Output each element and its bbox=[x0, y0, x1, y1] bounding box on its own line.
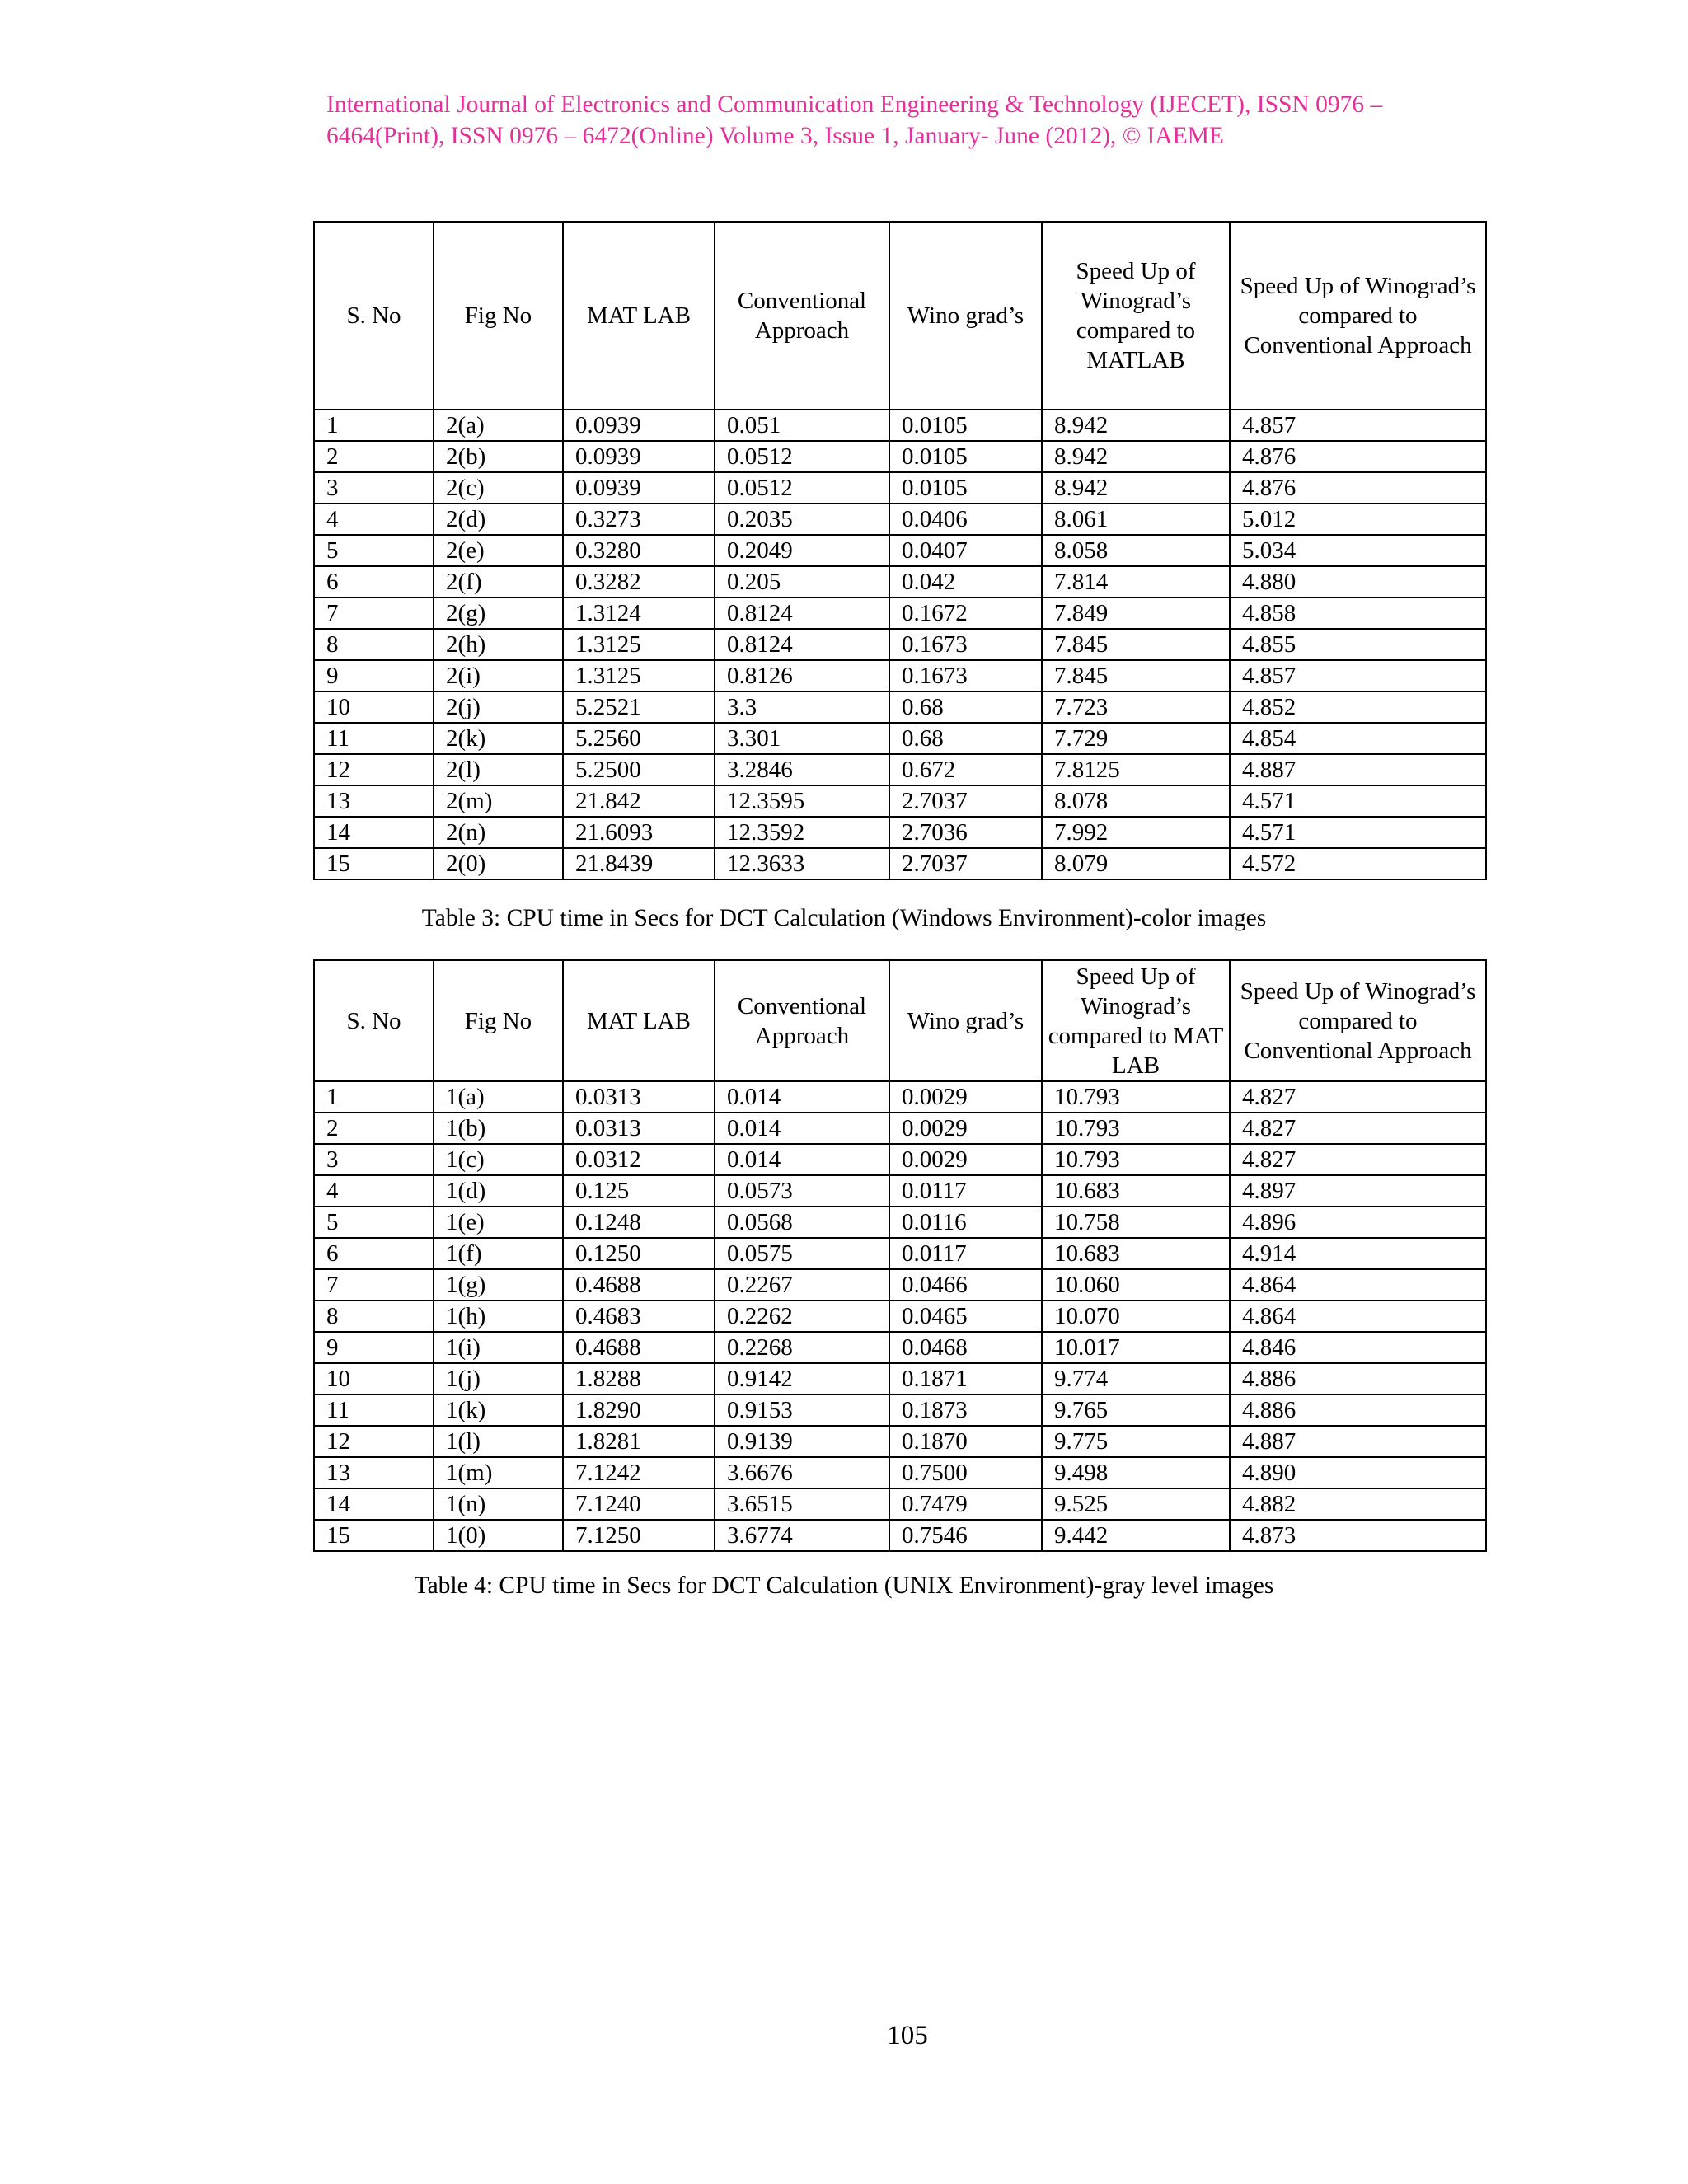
table-cell: 0.0313 bbox=[563, 1081, 715, 1113]
table-cell: 3.6515 bbox=[715, 1488, 889, 1520]
table-cell: 1(0) bbox=[434, 1520, 563, 1551]
table-cell: 0.0029 bbox=[889, 1144, 1042, 1175]
table-cell: 21.842 bbox=[563, 785, 715, 817]
table-3-header-speedup-matlab: Speed Up of Winograd’s compared to MATLAB bbox=[1042, 222, 1230, 410]
table-cell: 4.887 bbox=[1230, 754, 1486, 785]
table-4-header-row bbox=[314, 960, 1486, 1081]
table-cell: 4.880 bbox=[1230, 566, 1486, 598]
table-row bbox=[314, 441, 1486, 472]
table-cell: 0.0512 bbox=[715, 441, 889, 472]
table-cell: 4.914 bbox=[1230, 1238, 1486, 1269]
table-cell: 0.8126 bbox=[715, 660, 889, 691]
table-cell: 8.942 bbox=[1042, 441, 1230, 472]
table-cell: 10.793 bbox=[1042, 1081, 1230, 1113]
table-cell: 0.0568 bbox=[715, 1207, 889, 1238]
table-cell: 6 bbox=[314, 566, 434, 598]
table-cell: 4.827 bbox=[1230, 1113, 1486, 1144]
table-4-header-matlab: MAT LAB bbox=[563, 960, 715, 1081]
table-cell: 4.897 bbox=[1230, 1175, 1486, 1207]
table-cell: 0.0313 bbox=[563, 1113, 715, 1144]
table-cell: 4.571 bbox=[1230, 817, 1486, 848]
table-cell: 2 bbox=[314, 441, 434, 472]
table-cell: 9.442 bbox=[1042, 1520, 1230, 1551]
table-cell: 1(j) bbox=[434, 1363, 563, 1394]
table-row bbox=[314, 1175, 1486, 1207]
table-cell: 2(b) bbox=[434, 441, 563, 472]
table-cell: 0.3280 bbox=[563, 535, 715, 566]
table-cell: 4.876 bbox=[1230, 472, 1486, 504]
table-cell: 0.0468 bbox=[889, 1332, 1042, 1363]
table-cell: 4.882 bbox=[1230, 1488, 1486, 1520]
table-cell: 11 bbox=[314, 723, 434, 754]
table-cell: 9.774 bbox=[1042, 1363, 1230, 1394]
table-row bbox=[314, 1269, 1486, 1301]
table-cell: 0.051 bbox=[715, 410, 889, 441]
table-cell: 10 bbox=[314, 1363, 434, 1394]
table-cell: 0.7479 bbox=[889, 1488, 1042, 1520]
table-cell: 7 bbox=[314, 598, 434, 629]
table-cell: 0.9153 bbox=[715, 1394, 889, 1426]
table-cell: 0.9142 bbox=[715, 1363, 889, 1394]
table-cell: 4.852 bbox=[1230, 691, 1486, 723]
table-cell: 3 bbox=[314, 472, 434, 504]
table-cell: 0.0116 bbox=[889, 1207, 1042, 1238]
table-row bbox=[314, 1301, 1486, 1332]
table-cell: 8.061 bbox=[1042, 504, 1230, 535]
table-cell: 4.572 bbox=[1230, 848, 1486, 879]
table-cell: 12 bbox=[314, 754, 434, 785]
table-cell: 1.3124 bbox=[563, 598, 715, 629]
table-cell: 13 bbox=[314, 1457, 434, 1488]
table-cell: 2(m) bbox=[434, 785, 563, 817]
journal-header bbox=[326, 89, 1497, 152]
table-cell: 21.6093 bbox=[563, 817, 715, 848]
table-row bbox=[314, 1426, 1486, 1457]
table-cell: 6 bbox=[314, 1238, 434, 1269]
table-cell: 7.992 bbox=[1042, 817, 1230, 848]
table-cell: 0.1873 bbox=[889, 1394, 1042, 1426]
table-row bbox=[314, 660, 1486, 691]
table-cell: 7.845 bbox=[1042, 629, 1230, 660]
table-cell: 1 bbox=[314, 1081, 434, 1113]
table-cell: 21.8439 bbox=[563, 848, 715, 879]
table-row bbox=[314, 1394, 1486, 1426]
table-row bbox=[314, 566, 1486, 598]
table-cell: 7.8125 bbox=[1042, 754, 1230, 785]
table-cell: 0.0029 bbox=[889, 1113, 1042, 1144]
table-row bbox=[314, 598, 1486, 629]
table-cell: 3 bbox=[314, 1144, 434, 1175]
table-cell: 4.827 bbox=[1230, 1144, 1486, 1175]
table-cell: 0.0939 bbox=[563, 410, 715, 441]
table-cell: 0.042 bbox=[889, 566, 1042, 598]
table-row bbox=[314, 504, 1486, 535]
table-cell: 10.793 bbox=[1042, 1113, 1230, 1144]
table-cell: 0.0117 bbox=[889, 1175, 1042, 1207]
table-4-body bbox=[314, 1081, 1486, 1551]
table-cell: 1.3125 bbox=[563, 660, 715, 691]
table-cell: 5.012 bbox=[1230, 504, 1486, 535]
table-cell: 0.1248 bbox=[563, 1207, 715, 1238]
table-cell: 0.0105 bbox=[889, 472, 1042, 504]
table-cell: 8 bbox=[314, 629, 434, 660]
table-cell: 0.9139 bbox=[715, 1426, 889, 1457]
table-cell: 0.4683 bbox=[563, 1301, 715, 1332]
table-cell: 9.765 bbox=[1042, 1394, 1230, 1426]
table-3-header-speedup-conventional: Speed Up of Winograd’s compared to Conventional Approach bbox=[1230, 222, 1486, 410]
table-cell: 1(c) bbox=[434, 1144, 563, 1175]
table-cell: 2(i) bbox=[434, 660, 563, 691]
table-cell: 2(f) bbox=[434, 566, 563, 598]
table-cell: 12.3633 bbox=[715, 848, 889, 879]
table-3-header-matlab: MAT LAB bbox=[563, 222, 715, 410]
table-cell: 1.3125 bbox=[563, 629, 715, 660]
table-cell: 1.8288 bbox=[563, 1363, 715, 1394]
table-row bbox=[314, 535, 1486, 566]
table-cell: 10.758 bbox=[1042, 1207, 1230, 1238]
table-cell: 1(d) bbox=[434, 1175, 563, 1207]
table-cell: 0.7500 bbox=[889, 1457, 1042, 1488]
table-cell: 15 bbox=[314, 848, 434, 879]
table-cell: 9 bbox=[314, 1332, 434, 1363]
table-cell: 0.125 bbox=[563, 1175, 715, 1207]
journal-header-line-2: 6464(Print), ISSN 0976 – 6472(Online) Volume 3, Issue 1, January- June (2012), © IAEME bbox=[326, 123, 1224, 149]
table-cell: 2(e) bbox=[434, 535, 563, 566]
table-cell: 4 bbox=[314, 1175, 434, 1207]
table-row bbox=[314, 1332, 1486, 1363]
table-cell: 3.3 bbox=[715, 691, 889, 723]
table-cell: 1(h) bbox=[434, 1301, 563, 1332]
table-4-header-conventional: Conventional Approach bbox=[715, 960, 889, 1081]
table-4-header-speedup-matlab: Speed Up of Winograd’s compared to MAT LAB bbox=[1042, 960, 1230, 1081]
table-cell: 0.1672 bbox=[889, 598, 1042, 629]
table-cell: 0.205 bbox=[715, 566, 889, 598]
table-cell: 2(h) bbox=[434, 629, 563, 660]
table-row bbox=[314, 629, 1486, 660]
table-row bbox=[314, 1238, 1486, 1269]
table-cell: 0.0573 bbox=[715, 1175, 889, 1207]
table-cell: 2.7037 bbox=[889, 785, 1042, 817]
table-cell: 3.6676 bbox=[715, 1457, 889, 1488]
table-cell: 0.68 bbox=[889, 723, 1042, 754]
table-cell: 1(i) bbox=[434, 1332, 563, 1363]
table-cell: 10.683 bbox=[1042, 1238, 1230, 1269]
table-cell: 7.845 bbox=[1042, 660, 1230, 691]
table-cell: 4.887 bbox=[1230, 1426, 1486, 1457]
table-3-header-winograd: Wino grad’s bbox=[889, 222, 1042, 410]
table-cell: 2.7036 bbox=[889, 817, 1042, 848]
table-cell: 10.070 bbox=[1042, 1301, 1230, 1332]
table-cell: 0.2262 bbox=[715, 1301, 889, 1332]
table-cell: 7.1242 bbox=[563, 1457, 715, 1488]
table-cell: 0.2267 bbox=[715, 1269, 889, 1301]
table-cell: 0.2049 bbox=[715, 535, 889, 566]
table-cell: 4.854 bbox=[1230, 723, 1486, 754]
table-4 bbox=[313, 959, 1487, 1552]
table-cell: 9.525 bbox=[1042, 1488, 1230, 1520]
table-cell: 4.864 bbox=[1230, 1301, 1486, 1332]
table-cell: 2(n) bbox=[434, 817, 563, 848]
table-cell: 0.2035 bbox=[715, 504, 889, 535]
table-cell: 7.723 bbox=[1042, 691, 1230, 723]
table-cell: 10.060 bbox=[1042, 1269, 1230, 1301]
table-cell: 5 bbox=[314, 535, 434, 566]
table-cell: 2(l) bbox=[434, 754, 563, 785]
table-cell: 7.814 bbox=[1042, 566, 1230, 598]
table-cell: 0.672 bbox=[889, 754, 1042, 785]
table-cell: 4.864 bbox=[1230, 1269, 1486, 1301]
table-row bbox=[314, 1520, 1486, 1551]
table-cell: 14 bbox=[314, 1488, 434, 1520]
table-row bbox=[314, 410, 1486, 441]
table-cell: 10.017 bbox=[1042, 1332, 1230, 1363]
table-cell: 2(k) bbox=[434, 723, 563, 754]
table-cell: 8.058 bbox=[1042, 535, 1230, 566]
table-cell: 1(m) bbox=[434, 1457, 563, 1488]
table-cell: 1(a) bbox=[434, 1081, 563, 1113]
table-cell: 4.896 bbox=[1230, 1207, 1486, 1238]
table-cell: 5.2521 bbox=[563, 691, 715, 723]
table-cell: 10.793 bbox=[1042, 1144, 1230, 1175]
table-cell: 0.0512 bbox=[715, 472, 889, 504]
table-row bbox=[314, 1081, 1486, 1113]
table-cell: 0.0117 bbox=[889, 1238, 1042, 1269]
table-row bbox=[314, 691, 1486, 723]
table-cell: 10.683 bbox=[1042, 1175, 1230, 1207]
table-row bbox=[314, 1488, 1486, 1520]
table-row bbox=[314, 1363, 1486, 1394]
table-cell: 8 bbox=[314, 1301, 434, 1332]
table-cell: 3.301 bbox=[715, 723, 889, 754]
table-cell: 4.886 bbox=[1230, 1363, 1486, 1394]
table-cell: 0.8124 bbox=[715, 629, 889, 660]
table-cell: 0.0312 bbox=[563, 1144, 715, 1175]
table-cell: 0.1673 bbox=[889, 660, 1042, 691]
table-cell: 4.571 bbox=[1230, 785, 1486, 817]
table-cell: 1.8281 bbox=[563, 1426, 715, 1457]
table-cell: 1(b) bbox=[434, 1113, 563, 1144]
table-cell: 7.849 bbox=[1042, 598, 1230, 629]
table-cell: 4.857 bbox=[1230, 410, 1486, 441]
table-cell: 2(d) bbox=[434, 504, 563, 535]
table-cell: 0.0105 bbox=[889, 441, 1042, 472]
table-4-header-sno: S. No bbox=[314, 960, 434, 1081]
table-cell: 8.942 bbox=[1042, 410, 1230, 441]
table-row bbox=[314, 1457, 1486, 1488]
table-4-header-winograd: Wino grad’s bbox=[889, 960, 1042, 1081]
table-cell: 4.858 bbox=[1230, 598, 1486, 629]
table-3-caption: Table 3: CPU time in Secs for DCT Calculation (Windows Environment)-color images bbox=[421, 905, 1267, 931]
table-cell: 4.857 bbox=[1230, 660, 1486, 691]
table-cell: 0.014 bbox=[715, 1081, 889, 1113]
table-cell: 9.775 bbox=[1042, 1426, 1230, 1457]
table-cell: 0.0105 bbox=[889, 410, 1042, 441]
table-cell: 0.4688 bbox=[563, 1269, 715, 1301]
table-cell: 7.1240 bbox=[563, 1488, 715, 1520]
table-cell: 4.855 bbox=[1230, 629, 1486, 660]
table-3-header-conventional: Conventional Approach bbox=[715, 222, 889, 410]
table-cell: 0.014 bbox=[715, 1144, 889, 1175]
table-row bbox=[314, 1113, 1486, 1144]
table-cell: 4.876 bbox=[1230, 441, 1486, 472]
table-cell: 0.3273 bbox=[563, 504, 715, 535]
table-cell: 4.846 bbox=[1230, 1332, 1486, 1363]
table-cell: 2 bbox=[314, 1113, 434, 1144]
table-cell: 0.0939 bbox=[563, 441, 715, 472]
table-cell: 0.0029 bbox=[889, 1081, 1042, 1113]
table-cell: 12 bbox=[314, 1426, 434, 1457]
table-cell: 5.2500 bbox=[563, 754, 715, 785]
table-cell: 3.2846 bbox=[715, 754, 889, 785]
table-3-body bbox=[314, 410, 1486, 879]
table-cell: 2(j) bbox=[434, 691, 563, 723]
table-cell: 1(f) bbox=[434, 1238, 563, 1269]
table-cell: 4.890 bbox=[1230, 1457, 1486, 1488]
table-cell: 1(e) bbox=[434, 1207, 563, 1238]
table-cell: 1(k) bbox=[434, 1394, 563, 1426]
table-row bbox=[314, 1207, 1486, 1238]
table-cell: 0.8124 bbox=[715, 598, 889, 629]
table-cell: 8.078 bbox=[1042, 785, 1230, 817]
table-cell: 0.014 bbox=[715, 1113, 889, 1144]
table-cell: 0.68 bbox=[889, 691, 1042, 723]
table-cell: 4.886 bbox=[1230, 1394, 1486, 1426]
table-cell: 0.1250 bbox=[563, 1238, 715, 1269]
table-cell: 5.2560 bbox=[563, 723, 715, 754]
table-cell: 2(g) bbox=[434, 598, 563, 629]
table-cell: 0.1673 bbox=[889, 629, 1042, 660]
table-cell: 7.729 bbox=[1042, 723, 1230, 754]
table-cell: 2(0) bbox=[434, 848, 563, 879]
table-cell: 13 bbox=[314, 785, 434, 817]
table-cell: 5.034 bbox=[1230, 535, 1486, 566]
table-cell: 12.3592 bbox=[715, 817, 889, 848]
table-cell: 0.4688 bbox=[563, 1332, 715, 1363]
table-4-caption: Table 4: CPU time in Secs for DCT Calculation (UNIX Environment)-gray level images bbox=[414, 1572, 1274, 1599]
table-cell: 10 bbox=[314, 691, 434, 723]
table-4-header-fig-no: Fig No bbox=[434, 960, 563, 1081]
table-cell: 3.6774 bbox=[715, 1520, 889, 1551]
table-cell: 8.942 bbox=[1042, 472, 1230, 504]
table-cell: 1(n) bbox=[434, 1488, 563, 1520]
table-cell: 2(c) bbox=[434, 472, 563, 504]
table-cell: 12.3595 bbox=[715, 785, 889, 817]
table-row bbox=[314, 848, 1486, 879]
table-cell: 8.079 bbox=[1042, 848, 1230, 879]
table-cell: 0.1870 bbox=[889, 1426, 1042, 1457]
table-cell: 1 bbox=[314, 410, 434, 441]
table-cell: 4.827 bbox=[1230, 1081, 1486, 1113]
table-row bbox=[314, 754, 1486, 785]
table-cell: 0.3282 bbox=[563, 566, 715, 598]
table-cell: 0.0939 bbox=[563, 472, 715, 504]
table-cell: 15 bbox=[314, 1520, 434, 1551]
table-cell: 0.0466 bbox=[889, 1269, 1042, 1301]
table-cell: 0.0406 bbox=[889, 504, 1042, 535]
table-row bbox=[314, 1144, 1486, 1175]
table-row bbox=[314, 785, 1486, 817]
table-cell: 14 bbox=[314, 817, 434, 848]
table-cell: 5 bbox=[314, 1207, 434, 1238]
table-cell: 1.8290 bbox=[563, 1394, 715, 1426]
table-cell: 2.7037 bbox=[889, 848, 1042, 879]
table-cell: 4 bbox=[314, 504, 434, 535]
table-row bbox=[314, 472, 1486, 504]
table-3 bbox=[313, 221, 1487, 880]
table-cell: 11 bbox=[314, 1394, 434, 1426]
table-cell: 0.0407 bbox=[889, 535, 1042, 566]
table-cell: 1(g) bbox=[434, 1269, 563, 1301]
table-cell: 2(a) bbox=[434, 410, 563, 441]
table-3-header-row bbox=[314, 222, 1486, 410]
table-cell: 9.498 bbox=[1042, 1457, 1230, 1488]
table-cell: 4.873 bbox=[1230, 1520, 1486, 1551]
table-cell: 0.0575 bbox=[715, 1238, 889, 1269]
table-cell: 0.0465 bbox=[889, 1301, 1042, 1332]
table-row bbox=[314, 817, 1486, 848]
table-cell: 1(l) bbox=[434, 1426, 563, 1457]
table-cell: 0.1871 bbox=[889, 1363, 1042, 1394]
page-number: 105 bbox=[887, 2021, 928, 2050]
table-3-header-fig-no: Fig No bbox=[434, 222, 563, 410]
table-cell: 9 bbox=[314, 660, 434, 691]
table-cell: 0.2268 bbox=[715, 1332, 889, 1363]
table-cell: 0.7546 bbox=[889, 1520, 1042, 1551]
table-row bbox=[314, 723, 1486, 754]
table-4-header-speedup-conventional: Speed Up of Winograd’s compared to Conventional Approach bbox=[1230, 960, 1486, 1081]
table-cell: 7 bbox=[314, 1269, 434, 1301]
journal-header-line-1: International Journal of Electronics and Communication Engineering & Technology (IJECET), ISSN 0976 – bbox=[326, 91, 1383, 118]
table-3-header-sno: S. No bbox=[314, 222, 434, 410]
table-cell: 7.1250 bbox=[563, 1520, 715, 1551]
